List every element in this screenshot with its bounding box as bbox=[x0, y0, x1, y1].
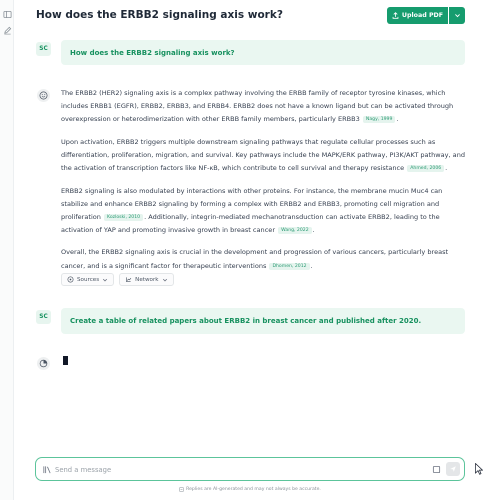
upload-icon bbox=[392, 12, 399, 19]
answer-paragraph bbox=[61, 246, 471, 272]
answer-text: Overall, the ERBB2 signaling axis is crucial in the development and progression of various cancers, particularly breast cancer, and is a significant factor for therapeutic interventions bbox=[61, 248, 449, 270]
user-avatar: SC bbox=[36, 310, 51, 324]
mouse-cursor-icon bbox=[475, 463, 483, 475]
citation-badge[interactable]: Dhomen, 2012 bbox=[269, 263, 309, 270]
citation-badge[interactable]: Wang, 2022 bbox=[278, 227, 312, 234]
answer-actions bbox=[61, 273, 174, 286]
assistant-answer bbox=[61, 87, 471, 282]
answer-text: The ERBB2 (HER2) signaling axis is a complex pathway involving the ERBB family of receptor tyrosine kinases, which includes ERBB1 (EGFR), ERBB2, ERBB3, and ERBB4. ERBB2 does not have a known ligand but can be activated through overexpression or heterodimerization with other ERBB family members, particularly ERBB3 bbox=[61, 89, 454, 124]
user-avatar: SC bbox=[36, 42, 51, 56]
message-composer bbox=[35, 457, 465, 481]
answer-text: ERBB2 signaling is also modulated by interactions with other proteins. For instance, the membrane mucin Muc4 can stabilize and enhance ERBB2 signaling by forming a complex with ERBB2 and ERBB3, promoting cell migration and proliferation bbox=[61, 186, 443, 221]
upload-options-button[interactable] bbox=[449, 7, 465, 24]
user-message-text: How does the ERBB2 signaling axis work? bbox=[70, 48, 235, 57]
answer-paragraph bbox=[61, 136, 471, 175]
library-icon[interactable] bbox=[42, 465, 52, 474]
answer-text: . Additionally, integrin-mediated mechanotransduction can activate ERBB2, leading to the activation of YAP and promoting invasive growth in breast cancer bbox=[61, 212, 440, 234]
chevron-down-icon bbox=[454, 12, 461, 19]
sources-icon bbox=[67, 276, 74, 283]
sidebar-toggle-icon[interactable] bbox=[3, 10, 12, 19]
info-icon bbox=[179, 487, 184, 492]
smiley-icon bbox=[39, 91, 48, 100]
sources-label: Sources bbox=[77, 276, 100, 283]
network-label: Network bbox=[135, 276, 159, 283]
end-mark: . bbox=[396, 115, 399, 124]
user-message bbox=[61, 308, 465, 334]
send-icon bbox=[449, 465, 457, 473]
typing-cursor bbox=[63, 356, 68, 365]
stop-icon[interactable] bbox=[432, 465, 441, 474]
end-mark: . bbox=[310, 261, 313, 270]
answer-text: Upon activation, ERBB2 triggers multiple downstream signaling pathways that regulate cellular processes such as differentiation, proliferation, migration, and survival. Key pathways include the MAPK/ERK pathway, PI3K/AKT pathway, and the activation of transcription factors like NF-κB, which contribute to cell survival and therapy resistance bbox=[61, 137, 465, 172]
upload-pdf-button[interactable] bbox=[387, 7, 448, 24]
page-title: How does the ERBB2 signaling axis work? bbox=[36, 9, 283, 21]
chevron-down-icon bbox=[102, 277, 108, 283]
chevron-down-icon bbox=[162, 277, 168, 283]
footer-disclaimer bbox=[0, 487, 500, 492]
user-message bbox=[61, 40, 465, 65]
assistant-avatar bbox=[37, 357, 50, 370]
citation-badge[interactable]: Kozloski, 2010 bbox=[104, 214, 143, 221]
upload-pdf-label: Upload PDF bbox=[401, 12, 444, 19]
message-input[interactable] bbox=[55, 463, 425, 476]
assistant-avatar bbox=[37, 89, 50, 102]
network-icon bbox=[125, 276, 132, 283]
end-mark: . bbox=[312, 225, 315, 234]
left-rail bbox=[0, 0, 14, 500]
answer-paragraph bbox=[61, 185, 471, 237]
network-dropdown[interactable] bbox=[119, 273, 173, 286]
end-mark: . bbox=[445, 163, 448, 172]
citation-badge[interactable]: Ahmed, 2006 bbox=[407, 165, 444, 172]
edit-icon[interactable] bbox=[3, 26, 12, 35]
disclaimer-text: Replies are AI-generated and may not always be accurate. bbox=[186, 487, 321, 492]
send-button[interactable] bbox=[446, 462, 460, 476]
sources-dropdown[interactable] bbox=[61, 273, 114, 286]
citation-badge[interactable]: Nagy, 1999 bbox=[363, 116, 396, 123]
user-message-text: Create a table of related papers about ERBB2 in breast cancer and published after 2020. bbox=[70, 317, 422, 325]
loading-icon bbox=[39, 359, 48, 368]
answer-paragraph bbox=[61, 87, 471, 126]
